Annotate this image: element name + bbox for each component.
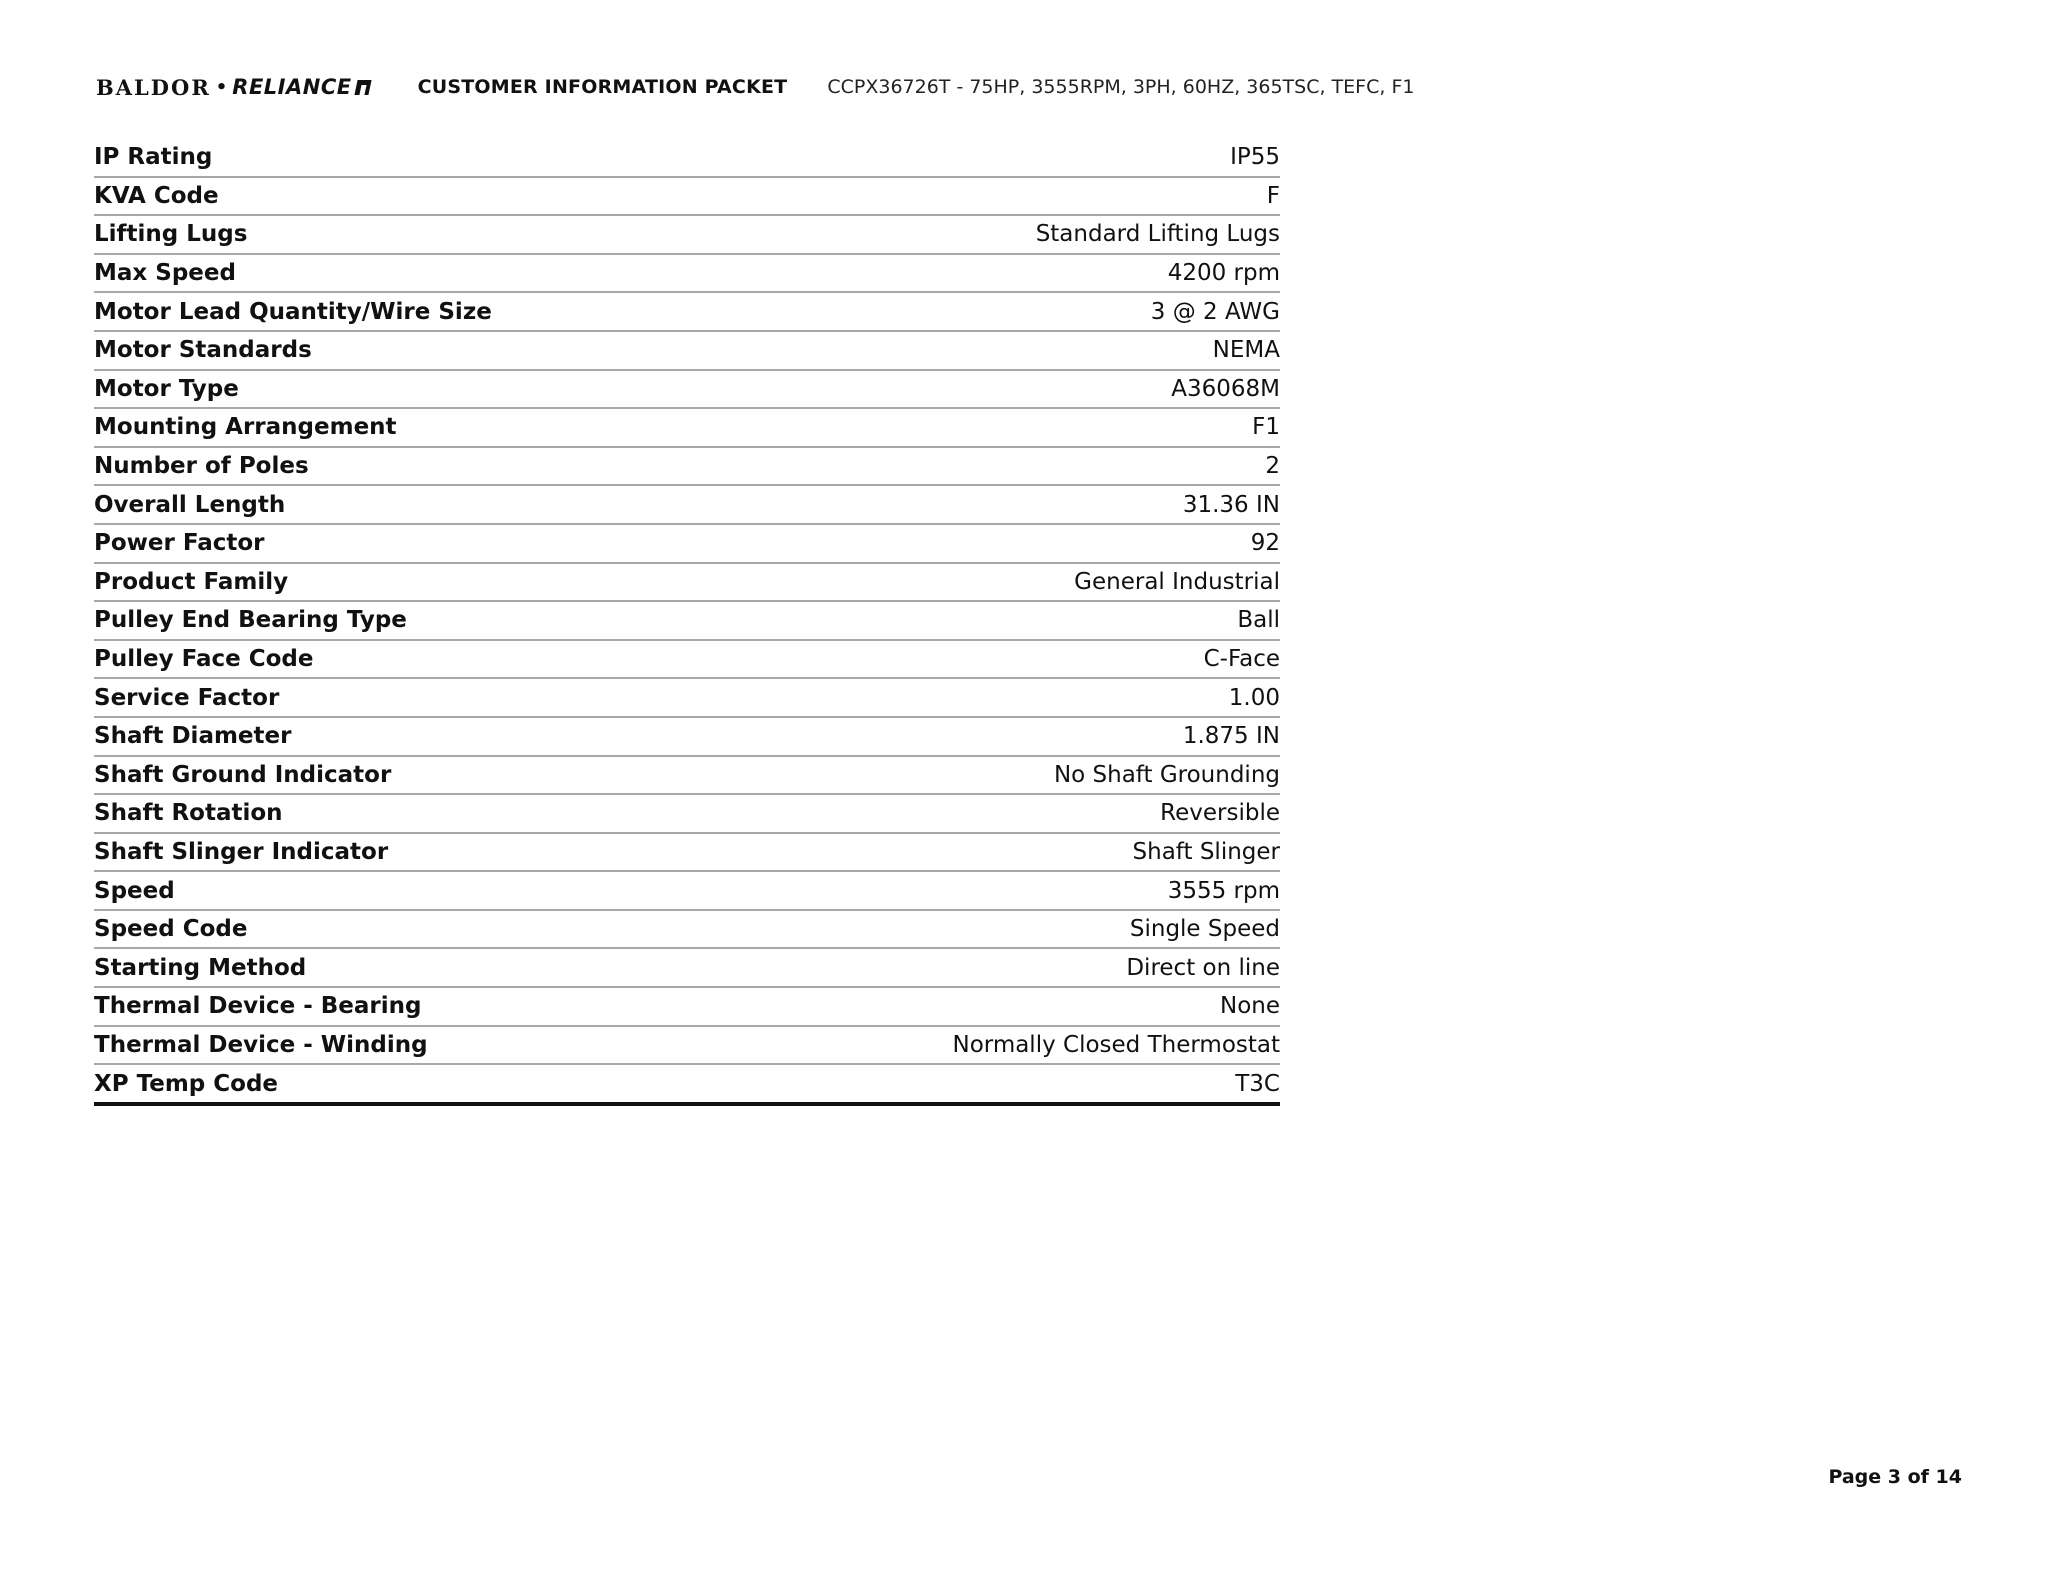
- spec-row: [94, 139, 1280, 178]
- spec-value: General Industrial: [1074, 568, 1280, 595]
- reliance-mark-icon: [354, 80, 371, 95]
- spec-value: 1.00: [1228, 684, 1280, 711]
- spec-row: [94, 641, 1280, 680]
- logo-reliance-text: RELIANCE: [232, 75, 352, 99]
- spec-label: Product Family: [94, 568, 289, 595]
- model-description: CCPX36726T - 75HP, 3555RPM, 3PH, 60HZ, 365TSC, TEFC, F1: [827, 76, 1415, 98]
- spec-label: Thermal Device - Bearing: [94, 993, 422, 1020]
- spec-value: 3555 rpm: [1167, 877, 1280, 904]
- spec-value: No Shaft Grounding: [1053, 761, 1280, 788]
- spec-table: [94, 139, 1280, 1106]
- spec-value: Normally Closed Thermostat: [952, 1031, 1280, 1058]
- spec-row: [94, 216, 1280, 255]
- spec-label: Pulley Face Code: [94, 646, 314, 673]
- spec-row: [94, 1065, 1280, 1102]
- spec-value: IP55: [1230, 144, 1280, 171]
- spec-label: Speed Code: [94, 916, 248, 943]
- spec-label: Overall Length: [94, 491, 286, 518]
- spec-value: 92: [1250, 530, 1280, 557]
- spec-label: Power Factor: [94, 530, 265, 557]
- spec-row: [94, 255, 1280, 294]
- spec-label: Speed: [94, 877, 175, 904]
- spec-label: Motor Lead Quantity/Wire Size: [94, 298, 492, 325]
- logo-baldor-text: BALDOR: [96, 74, 211, 100]
- spec-row: [94, 988, 1280, 1027]
- spec-label: IP Rating: [94, 144, 213, 171]
- spec-label: Mounting Arrangement: [94, 414, 397, 441]
- spec-value: Shaft Slinger: [1132, 838, 1280, 865]
- spec-value: 31.36 IN: [1182, 491, 1280, 518]
- spec-row: [94, 332, 1280, 371]
- spec-row: [94, 448, 1280, 487]
- spec-label: Max Speed: [94, 260, 236, 287]
- spec-value: 4200 rpm: [1167, 260, 1280, 287]
- spec-row: [94, 293, 1280, 332]
- spec-row: [94, 757, 1280, 796]
- packet-title: CUSTOMER INFORMATION PACKET: [417, 76, 788, 98]
- spec-row: [94, 1027, 1280, 1066]
- spec-label: Shaft Rotation: [94, 800, 283, 827]
- spec-value: Direct on line: [1126, 954, 1280, 981]
- spec-label: Motor Standards: [94, 337, 312, 364]
- spec-value: Reversible: [1160, 800, 1280, 827]
- spec-value: Standard Lifting Lugs: [1035, 221, 1280, 248]
- spec-row: [94, 834, 1280, 873]
- spec-value: NEMA: [1212, 337, 1280, 364]
- spec-label: Lifting Lugs: [94, 221, 248, 248]
- spec-label: Shaft Slinger Indicator: [94, 838, 389, 865]
- spec-value: 1.875 IN: [1182, 723, 1280, 750]
- spec-row: [94, 371, 1280, 410]
- logo-separator: •: [215, 76, 228, 98]
- spec-label: KVA Code: [94, 182, 219, 209]
- spec-label: Thermal Device - Winding: [94, 1031, 428, 1058]
- spec-row: [94, 602, 1280, 641]
- spec-label: Shaft Diameter: [94, 723, 292, 750]
- spec-row: [94, 911, 1280, 950]
- spec-row: [94, 949, 1280, 988]
- spec-label: Number of Poles: [94, 453, 309, 480]
- spec-value: Ball: [1237, 607, 1280, 634]
- spec-value: F1: [1252, 414, 1280, 441]
- spec-row: [94, 718, 1280, 757]
- spec-value: A36068M: [1171, 375, 1280, 402]
- spec-row: [94, 525, 1280, 564]
- spec-label: Starting Method: [94, 954, 307, 981]
- spec-label: Motor Type: [94, 375, 239, 402]
- spec-row: [94, 409, 1280, 448]
- spec-label: XP Temp Code: [94, 1070, 279, 1097]
- spec-row: [94, 486, 1280, 525]
- spec-row: [94, 679, 1280, 718]
- spec-value: F: [1266, 182, 1280, 209]
- baldor-reliance-logo: [96, 75, 370, 100]
- spec-value: T3C: [1235, 1070, 1280, 1097]
- spec-value: None: [1219, 993, 1280, 1020]
- spec-row: [94, 795, 1280, 834]
- spec-value: Single Speed: [1129, 916, 1280, 943]
- spec-row: [94, 178, 1280, 217]
- page-header: [96, 70, 1414, 104]
- spec-label: Pulley End Bearing Type: [94, 607, 407, 634]
- spec-value: 3 @ 2 AWG: [1150, 298, 1280, 325]
- spec-row: [94, 564, 1280, 603]
- page-number: Page 3 of 14: [1828, 1466, 1962, 1488]
- spec-row: [94, 872, 1280, 911]
- spec-value: 2: [1265, 453, 1280, 480]
- spec-label: Service Factor: [94, 684, 280, 711]
- spec-value: C-Face: [1203, 646, 1280, 673]
- spec-label: Shaft Ground Indicator: [94, 761, 392, 788]
